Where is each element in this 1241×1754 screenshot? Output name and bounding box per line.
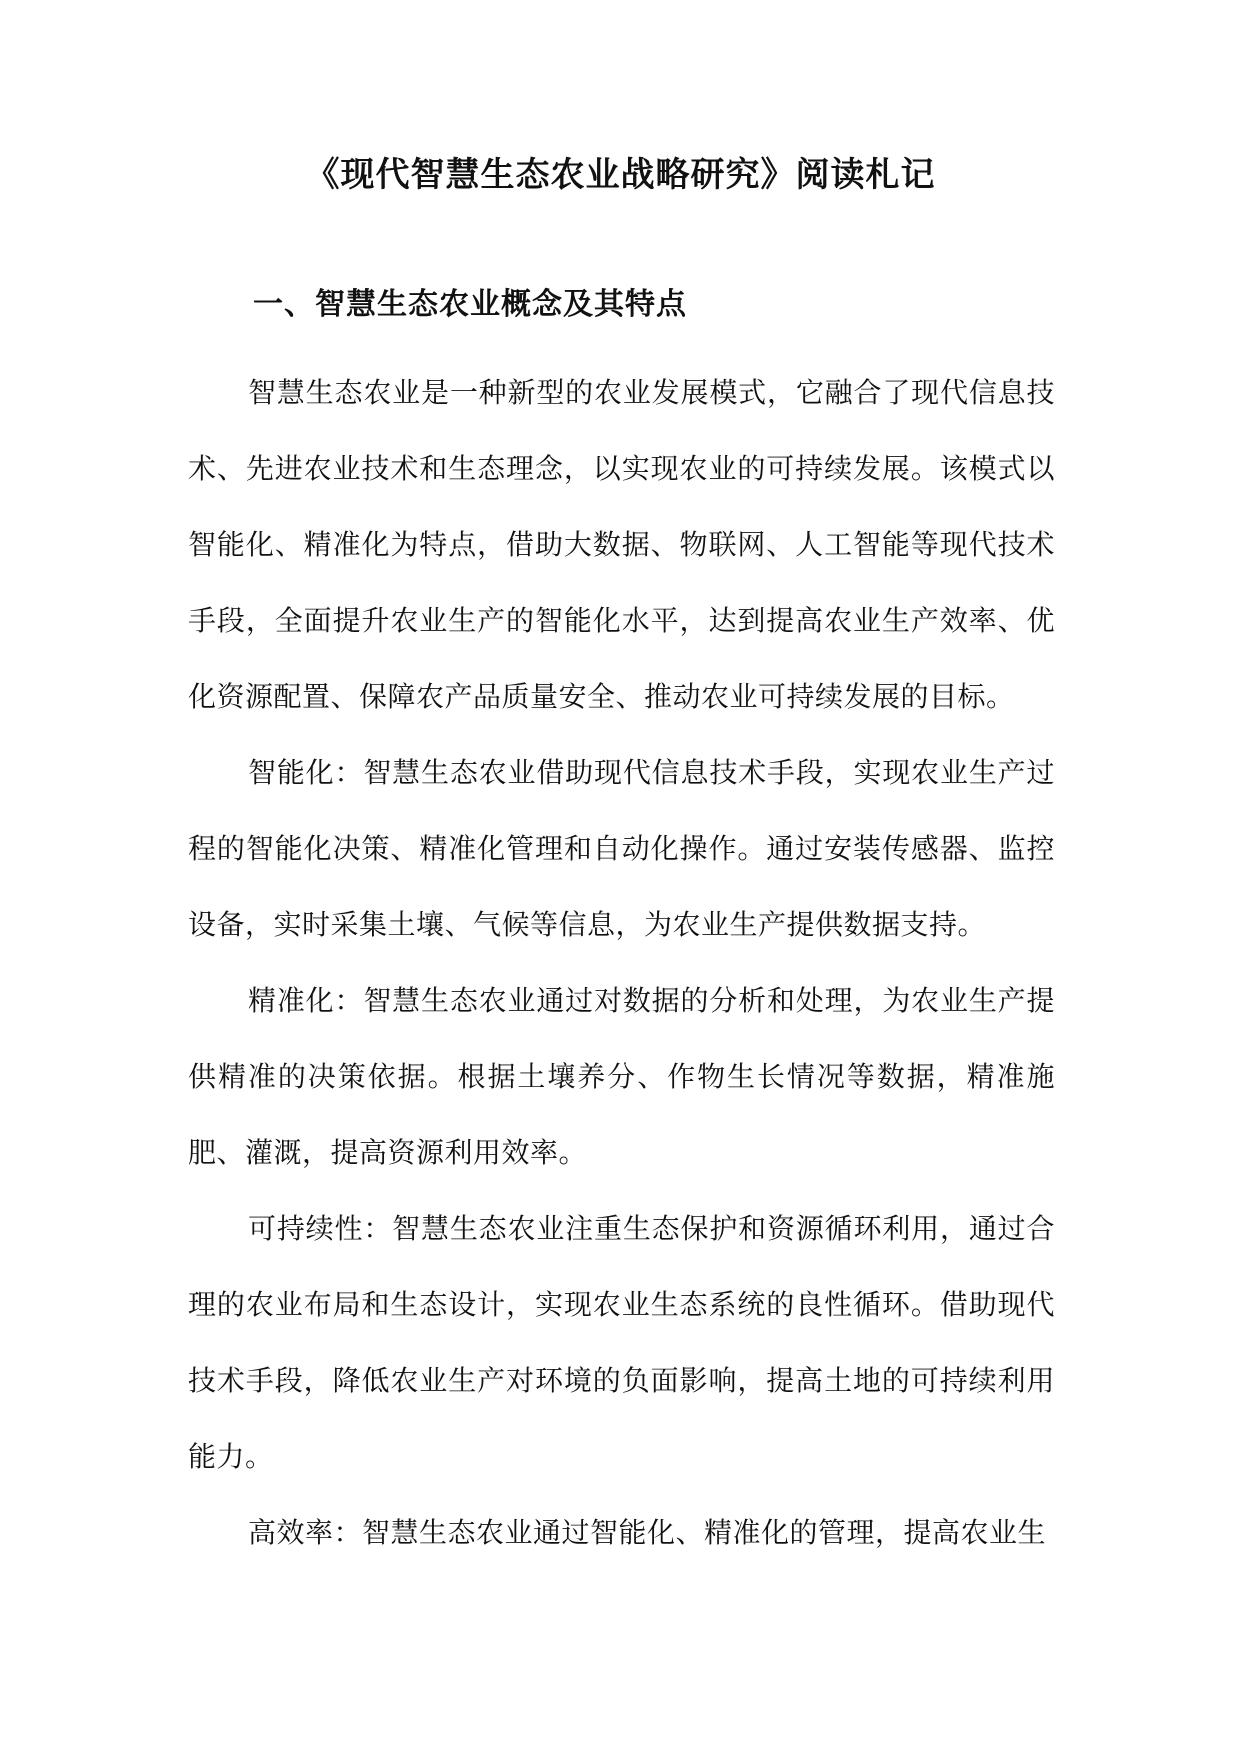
paragraph-intelligence: 智能化：智慧生态农业借助现代信息技术手段，实现农业生产过程的智能化决策、精准化管理和自动化操作。通过安装传感器、监控设备，实时采集土壤、气候等信息，为农业生产提供数据支持。	[188, 756, 1055, 941]
section-heading: 一、智慧生态农业概念及其特点	[253, 287, 687, 322]
paragraph-precision: 精准化：智慧生态农业通过对数据的分析和处理，为农业生产提供精准的决策依据。根据土壤养分、作物生长情况等数据，精准施肥、灌溉，提高资源利用效率。	[188, 984, 1055, 1169]
paragraph-sustainability: 可持续性：智慧生态农业注重生态保护和资源循环利用，通过合理的农业布局和生态设计，实现农业生态系统的良性循环。借助现代技术手段，降低农业生产对环境的负面影响，提高土地的可持续利用能力。	[188, 1212, 1055, 1473]
paragraph-efficiency: 高效率：智慧生态农业通过智能化、精准化的管理，提高农业生	[248, 1516, 1047, 1549]
document-title: 《现代智慧生态农业战略研究》阅读札记	[305, 155, 936, 195]
paragraph-intro: 智慧生态农业是一种新型的农业发展模式，它融合了现代信息技术、先进农业技术和生态理念，以实现农业的可持续发展。该模式以智能化、精准化为特点，借助大数据、物联网、人工智能等现代技术手段，全面提升农业生产的智能化水平，达到提高农业生产效率、优化资源配置、保障农产品质量安全、推动农业可持续发展的目标。	[188, 376, 1055, 713]
section-body	[188, 355, 1055, 1571]
